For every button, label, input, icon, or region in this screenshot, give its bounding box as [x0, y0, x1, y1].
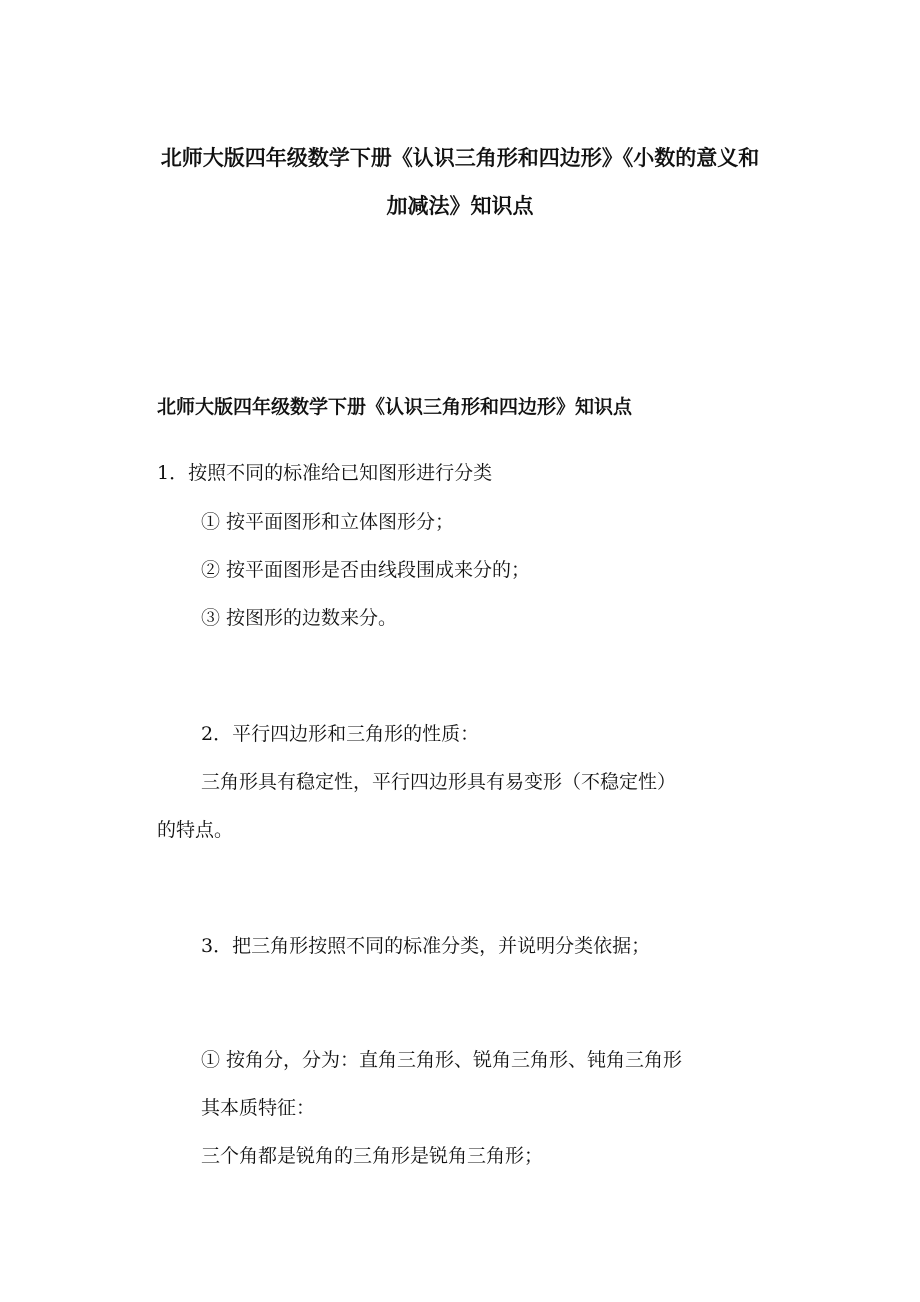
item-1-sub-3: ③ 按图形的边数来分。 — [201, 607, 398, 629]
document-title-line-2: 加减法》知识点 — [386, 194, 534, 218]
item-2-text-line-2: 的特点。 — [157, 819, 234, 841]
item-3-feature-label: 其本质特征： — [201, 1097, 316, 1119]
section-heading: 北师大版四年级数学下册《认识三角形和四边形》知识点 — [157, 396, 633, 418]
item-3-heading: 3．把三角形按照不同的标准分类，并说明分类依据； — [201, 935, 651, 957]
item-2-text-line-1: 三角形具有稳定性，平行四边形具有易变形（不稳定性） — [201, 771, 677, 793]
document-title-line-1: 北师大版四年级数学下册《认识三角形和四边形》《小数的意义和 — [160, 146, 760, 170]
item-3-sub-1: ① 按角分，分为：直角三角形、锐角三角形、钝角三角形 — [201, 1049, 683, 1071]
item-3-feature-1: 三个角都是锐角的三角形是锐角三角形； — [201, 1145, 544, 1167]
item-1-heading: 1．按照不同的标准给已知图形进行分类 — [157, 462, 493, 484]
item-1-sub-2: ② 按平面图形是否由线段围成来分的； — [201, 559, 531, 581]
item-1-sub-1: ① 按平面图形和立体图形分； — [201, 511, 455, 533]
item-2-heading: 2．平行四边形和三角形的性质： — [201, 723, 480, 745]
